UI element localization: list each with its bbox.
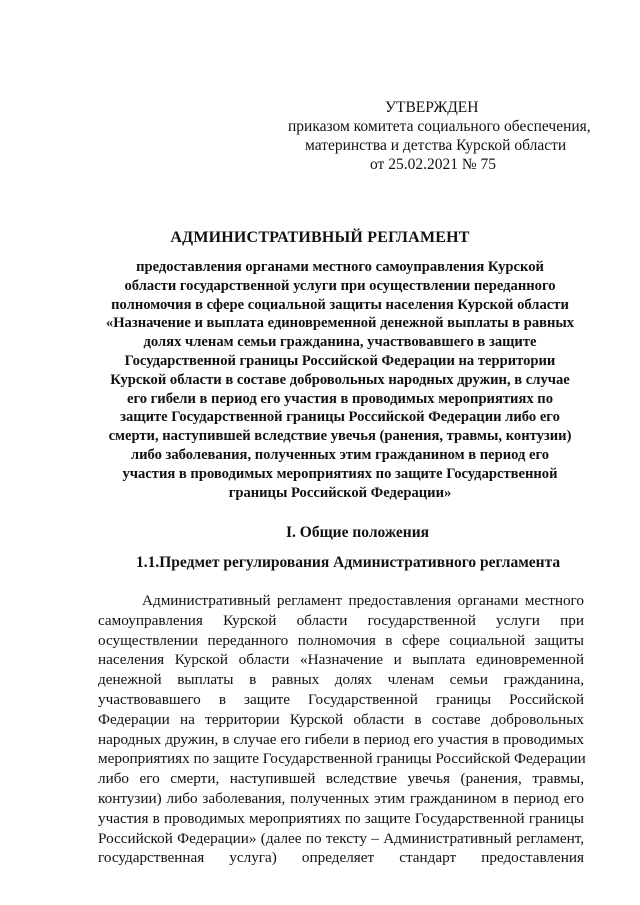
approval-line-3: материнства и детства Курской области xyxy=(305,137,567,154)
subtitle-line: долях членам семьи гражданина, участвовавшего в защите xyxy=(143,334,537,351)
subtitle-line: смерти, наступившей вследствие увечья (ранения, травмы, контузии) xyxy=(108,428,572,445)
document-subtitle xyxy=(90,258,590,502)
subtitle-line: либо заболевания, полученных этим гражданином в период его xyxy=(130,446,550,463)
body-line: участвовавшего в защите Государственной границы Российской xyxy=(98,690,584,708)
subtitle-line: границы Российской Федерации» xyxy=(228,484,452,501)
body-line: населения Курской области «Назначение и выплата единовременной xyxy=(98,651,584,669)
body-line: либо его смерти, наступившей вследствие увечья (ранения, травмы, xyxy=(98,770,584,788)
subtitle-line: полномочия в сфере социальной защиты населения Курской области xyxy=(111,296,569,313)
subtitle-line: защите Государственной границы Российской Федерации либо его xyxy=(120,409,560,426)
body-line: участия в проводимых мероприятиях по защите Государственной границы xyxy=(98,809,584,827)
subtitle-line: участия в проводимых мероприятиях по защите Государственной xyxy=(122,465,558,482)
body-line: Административный регламент предоставления органами местного xyxy=(142,592,584,609)
approval-line-4: от 25.02.2021 № 75 xyxy=(370,156,496,173)
body-line: самоуправления Курской области государственной услуги при xyxy=(98,611,584,629)
subtitle-line: Государственной границы Российской Федерации на территории xyxy=(124,352,556,369)
body-line: Федерации на территории Курской области в составе добровольных xyxy=(98,710,584,728)
body-line: Российской Федерации» (далее по тексту – Административный регламент, xyxy=(98,829,584,847)
section-heading: I. Общие положения xyxy=(286,524,430,541)
subtitle-line: Курской области в составе добровольных народных дружин, в случае xyxy=(110,371,570,388)
subsection-heading: 1.1.Предмет регулирования Административного регламента xyxy=(136,554,561,571)
body-line: денежной выплаты в равных долях членам семьи гражданина, xyxy=(98,671,584,689)
subtitle-line: «Назначение и выплата единовременной денежной выплаты в равных xyxy=(105,315,575,332)
approval-line-2: приказом комитета социального обеспечения, xyxy=(288,118,591,135)
subtitle-line: области государственной услуги при осуществлении переданного xyxy=(124,277,556,294)
body-line: осуществлении переданного полномочия в сфере социальной защиты xyxy=(98,631,584,649)
subtitle-line: предоставления органами местного самоуправления Курской xyxy=(136,259,544,275)
body-line: мероприятиях по защите Государственной границы Российской Федерации xyxy=(98,750,586,768)
body-paragraph xyxy=(98,591,584,868)
subtitle-line: его гибели в период его участия в проводимых мероприятиях по xyxy=(126,390,553,407)
document-title: АДМИНИСТРАТИВНЫЙ РЕГЛАМЕНТ xyxy=(170,229,470,246)
body-line: контузии) либо заболевания, полученных этим гражданином в период его xyxy=(98,789,584,807)
body-line: народных дружин, в случае его гибели в период его участия в проводимых xyxy=(98,730,584,748)
body-line: государственная услуга) определяет стандарт предоставления xyxy=(98,849,584,867)
approval-line-1: УТВЕРЖДЕН xyxy=(385,99,479,116)
